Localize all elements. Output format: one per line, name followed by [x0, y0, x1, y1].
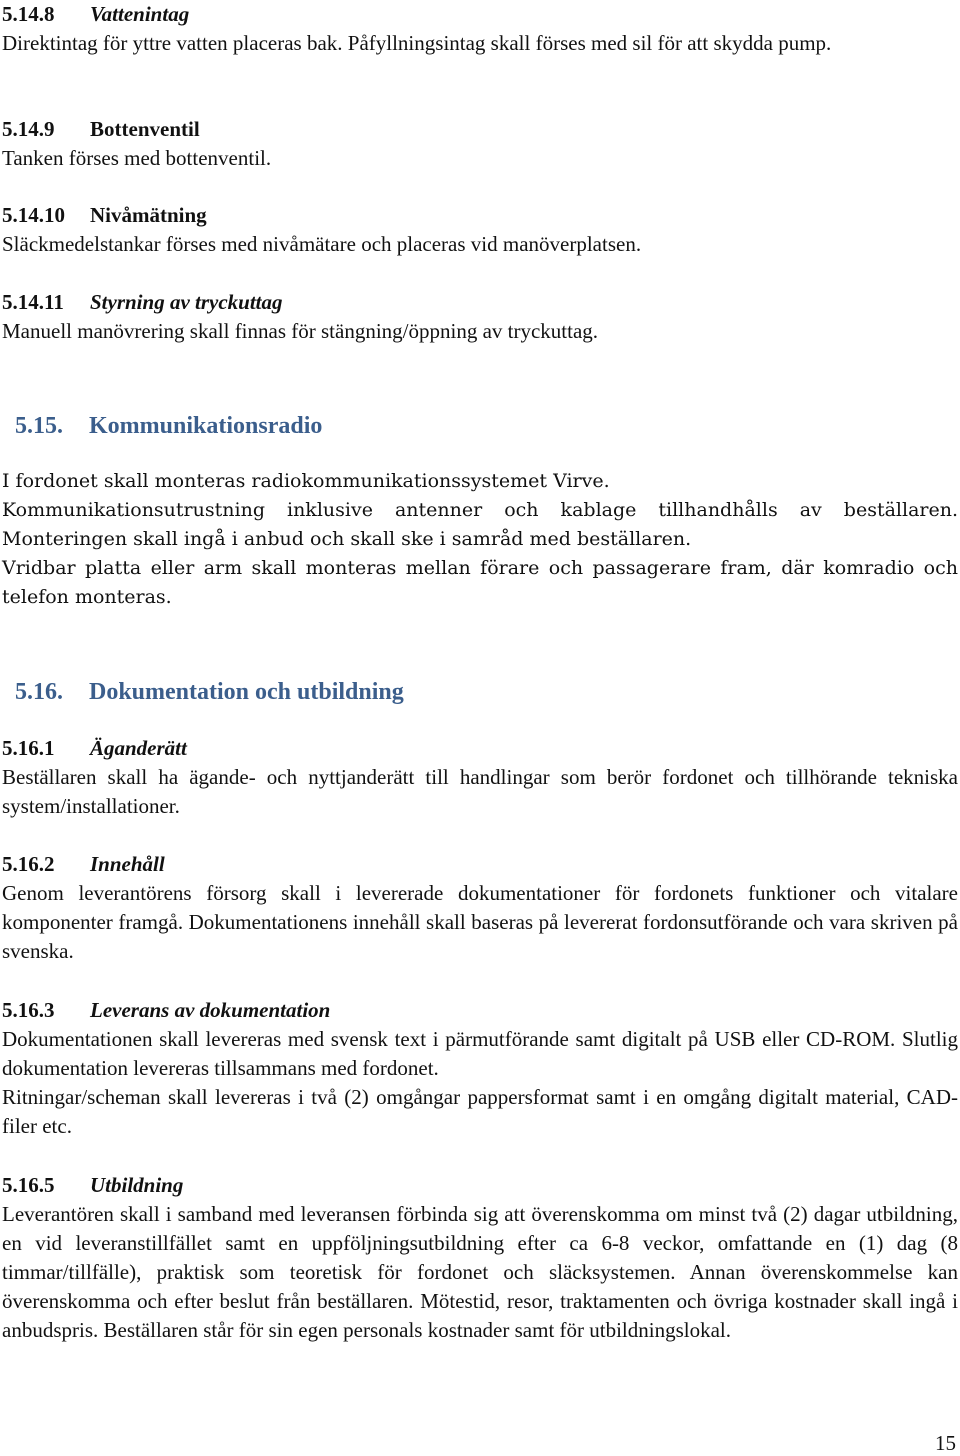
section-title: Dokumentation och utbildning — [89, 679, 404, 705]
main-heading-5-15 — [15, 411, 322, 441]
section-number: 5.16.2 — [2, 852, 55, 876]
paragraph: I fordonet skall monteras radiokommunikationssystemet Virve. — [2, 470, 610, 492]
section-5-16-1 — [2, 734, 958, 821]
section-number: 5.16.3 — [2, 998, 55, 1022]
section-title: Kommunikationsradio — [89, 413, 323, 439]
section-title: Nivåmätning — [90, 203, 207, 227]
section-body: Beställaren skall ha ägande- och nyttjanderätt till handlingar som berör fordonet och tillhörande tekniska system/installationer. — [2, 765, 958, 818]
section-heading — [2, 288, 958, 317]
section-number: 5.15. — [15, 413, 63, 439]
main-heading-5-16 — [15, 677, 404, 707]
section-body: Manuell manövrering skall finnas för stängning/öppning av tryckuttag. — [2, 319, 599, 343]
section-number: 5.14.8 — [2, 2, 55, 26]
section-5-14-8 — [2, 0, 958, 58]
page-number: 15 — [935, 1431, 956, 1455]
section-title: Äganderätt — [90, 736, 187, 760]
paragraph: Vridbar platta eller arm skall monteras mellan förare och passagerare fram, där komradio och telefon monteras. — [2, 557, 958, 608]
paragraph: Kommunikationsutrustning inklusive antenner och kablage tillhandhålls av beställaren. Monteringen skall ingå i anbud och skall ske i samråd med beställaren. — [2, 499, 958, 550]
section-heading — [2, 0, 958, 29]
section-5-15-body — [2, 467, 958, 612]
section-title: Styrning av tryckuttag — [90, 290, 283, 314]
section-title: Vattenintag — [90, 2, 190, 26]
section-body: Direktintag för yttre vatten placeras bak. Påfyllningsintag skall förses med sil för att skydda pump. — [2, 31, 832, 55]
section-title: Bottenventil — [90, 117, 200, 141]
paragraph: Dokumentationen skall levereras med svensk text i pärmutförande samt digitalt på USB eller CD-ROM. Slutlig dokumentation levereras tillsammans med fordonet. — [2, 1027, 958, 1080]
section-title: Utbildning — [90, 1173, 184, 1197]
section-heading — [2, 996, 958, 1025]
section-body: Tanken förses med bottenventil. — [2, 146, 272, 170]
section-heading — [2, 850, 958, 879]
section-heading — [2, 734, 958, 763]
section-number: 5.14.10 — [2, 203, 65, 227]
section-heading — [2, 1171, 958, 1200]
section-number: 5.16. — [15, 679, 63, 705]
section-5-14-9 — [2, 115, 958, 173]
section-title: Leverans av dokumentation — [90, 998, 331, 1022]
section-title: Innehåll — [90, 852, 165, 876]
section-body: Genom leverantörens försorg skall i levererade dokumentationer för fordonets funktioner och vitalare komponenter framgå. Dokumentationens innehåll skall baseras på levererat fordonsutförande och vara skriven på svenska. — [2, 881, 958, 963]
section-5-16-5 — [2, 1171, 958, 1345]
section-number: 5.16.1 — [2, 736, 55, 760]
section-body: Släckmedelstankar förses med nivåmätare och placeras vid manöverplatsen. — [2, 232, 642, 256]
section-5-14-11 — [2, 288, 958, 346]
section-5-16-3 — [2, 996, 958, 1141]
section-5-16-2 — [2, 850, 958, 966]
section-5-14-10 — [2, 201, 958, 259]
section-number: 5.14.11 — [2, 290, 64, 314]
paragraph: Ritningar/scheman skall levereras i två (2) omgångar pappersformat samt i en omgång digitalt material, CAD-filer etc. — [2, 1085, 958, 1138]
section-heading — [2, 201, 958, 230]
section-number: 5.16.5 — [2, 1173, 55, 1197]
section-heading — [2, 115, 958, 144]
section-body: Leverantören skall i samband med leveransen förbinda sig att överenskomma om minst två (2) dagar utbildning, en vid leveranstillfället samt en uppföljningsutbildning efter ca 6-8 veckor, omfattande en (1) dag (8 timmar/tillfälle), praktisk som teoretisk för fordonet och släcksystemen. Annan överenskommelse kan överenskomma och efter beslut från beställaren. Mötestid, resor, traktamenten och övriga kostnader skall ingå i anbudspris. Beställaren står för sin egen personals kostnader samt för utbildningslokal. — [2, 1202, 958, 1342]
section-number: 5.14.9 — [2, 117, 55, 141]
